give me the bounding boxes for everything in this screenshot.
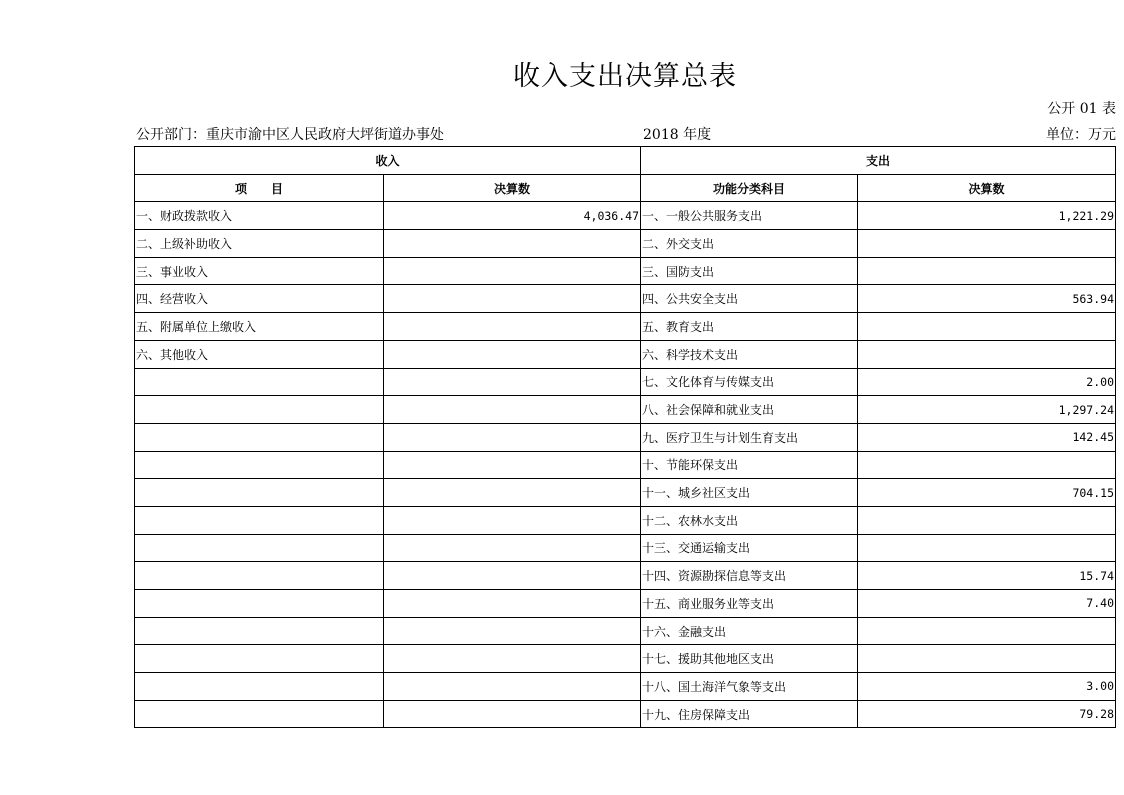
- income-amount-cell: [384, 562, 641, 590]
- table-row: [135, 534, 1116, 562]
- income-item-cell: 六、其他收入: [135, 340, 384, 368]
- expenditure-item-header: 功能分类科目: [641, 174, 858, 202]
- expenditure-item-cell: 十、节能环保支出: [641, 451, 858, 479]
- expenditure-amount-cell: [858, 230, 1116, 258]
- expenditure-amount-cell: 15.74: [858, 562, 1116, 590]
- page-title: 收入支出决算总表: [513, 61, 737, 92]
- income-item-cell: [135, 396, 384, 424]
- expenditure-amount-cell: 1,221.29: [858, 202, 1116, 230]
- income-amount-cell: [384, 230, 641, 258]
- income-amount-cell: [384, 700, 641, 728]
- expenditure-item-cell: 七、文化体育与传媒支出: [641, 368, 858, 396]
- income-item-cell: [135, 423, 384, 451]
- income-item-cell: [135, 479, 384, 507]
- expenditure-amount-cell: [858, 451, 1116, 479]
- income-item-cell: [135, 534, 384, 562]
- expenditure-item-cell: 十九、住房保障支出: [641, 700, 858, 728]
- table-row: [135, 368, 1116, 396]
- income-amount-cell: [384, 313, 641, 341]
- income-item-cell: [135, 590, 384, 618]
- expenditure-item-cell: 二、外交支出: [641, 230, 858, 258]
- expenditure-amount-cell: 2.00: [858, 368, 1116, 396]
- income-section-header: 收入: [135, 147, 641, 175]
- expenditure-item-cell: 十四、资源勘探信息等支出: [641, 562, 858, 590]
- department-label: 公开部门：重庆市渝中区人民政府大坪街道办事处: [136, 127, 444, 143]
- income-item-cell: [135, 617, 384, 645]
- income-item-cell: [135, 506, 384, 534]
- income-item-header: 项 目: [135, 174, 384, 202]
- expenditure-item-cell: 八、社会保障和就业支出: [641, 396, 858, 424]
- table-row: [135, 257, 1116, 285]
- table-row: [135, 451, 1116, 479]
- income-amount-header: 决算数: [384, 174, 641, 202]
- table-row: [135, 313, 1116, 341]
- income-item-cell: 一、财政拨款收入: [135, 202, 384, 230]
- table-row: [135, 617, 1116, 645]
- fiscal-year: 2018 年度: [643, 127, 712, 143]
- income-item-cell: [135, 562, 384, 590]
- unit-label: 单位：万元: [1046, 127, 1116, 143]
- section-header-row: [135, 147, 1116, 175]
- expenditure-item-cell: 五、教育支出: [641, 313, 858, 341]
- table-row: [135, 590, 1116, 618]
- table-row: [135, 202, 1116, 230]
- table-row: [135, 479, 1116, 507]
- expenditure-amount-cell: 79.28: [858, 700, 1116, 728]
- expenditure-amount-cell: 704.15: [858, 479, 1116, 507]
- expenditure-section-header: 支出: [641, 147, 1116, 175]
- expenditure-item-cell: 四、公共安全支出: [641, 285, 858, 313]
- expenditure-item-cell: 十六、金融支出: [641, 617, 858, 645]
- income-amount-cell: [384, 340, 641, 368]
- income-amount-cell: 4,036.47: [384, 202, 641, 230]
- income-item-cell: 五、附属单位上缴收入: [135, 313, 384, 341]
- income-item-cell: 二、上级补助收入: [135, 230, 384, 258]
- income-amount-cell: [384, 368, 641, 396]
- expenditure-amount-cell: 142.45: [858, 423, 1116, 451]
- income-item-cell: [135, 673, 384, 701]
- income-amount-cell: [384, 423, 641, 451]
- expenditure-item-cell: 十二、农林水支出: [641, 506, 858, 534]
- income-amount-cell: [384, 396, 641, 424]
- table-row: [135, 340, 1116, 368]
- expenditure-item-cell: 十五、商业服务业等支出: [641, 590, 858, 618]
- expenditure-item-cell: 三、国防支出: [641, 257, 858, 285]
- income-amount-cell: [384, 645, 641, 673]
- income-item-cell: [135, 368, 384, 396]
- income-amount-cell: [384, 285, 641, 313]
- income-item-cell: [135, 451, 384, 479]
- income-item-cell: [135, 645, 384, 673]
- expenditure-item-cell: 十三、交通运输支出: [641, 534, 858, 562]
- expenditure-amount-cell: [858, 340, 1116, 368]
- expenditure-amount-cell: [858, 313, 1116, 341]
- expenditure-amount-cell: [858, 617, 1116, 645]
- expenditure-item-cell: 十一、城乡社区支出: [641, 479, 858, 507]
- column-header-row: [135, 174, 1116, 202]
- table-row: [135, 645, 1116, 673]
- expenditure-amount-header: 决算数: [858, 174, 1116, 202]
- income-amount-cell: [384, 479, 641, 507]
- expenditure-item-cell: 十七、援助其他地区支出: [641, 645, 858, 673]
- expenditure-amount-cell: 563.94: [858, 285, 1116, 313]
- income-amount-cell: [384, 451, 641, 479]
- income-amount-cell: [384, 257, 641, 285]
- table-row: [135, 506, 1116, 534]
- expenditure-amount-cell: [858, 534, 1116, 562]
- income-amount-cell: [384, 617, 641, 645]
- expenditure-amount-cell: [858, 645, 1116, 673]
- expenditure-amount-cell: 7.40: [858, 590, 1116, 618]
- table-row: [135, 673, 1116, 701]
- table-row: [135, 423, 1116, 451]
- income-item-cell: 四、经营收入: [135, 285, 384, 313]
- income-amount-cell: [384, 590, 641, 618]
- table-row: [135, 562, 1116, 590]
- income-item-cell: 三、事业收入: [135, 257, 384, 285]
- income-amount-cell: [384, 506, 641, 534]
- expenditure-amount-cell: [858, 506, 1116, 534]
- income-item-cell: [135, 700, 384, 728]
- table-row: [135, 230, 1116, 258]
- income-amount-cell: [384, 534, 641, 562]
- form-number: 公开 01 表: [1047, 101, 1116, 117]
- expenditure-item-cell: 九、医疗卫生与计划生育支出: [641, 423, 858, 451]
- expenditure-amount-cell: [858, 257, 1116, 285]
- expenditure-item-cell: 一、一般公共服务支出: [641, 202, 858, 230]
- expenditure-item-cell: 六、科学技术支出: [641, 340, 858, 368]
- expenditure-amount-cell: 1,297.24: [858, 396, 1116, 424]
- table-row: [135, 396, 1116, 424]
- expenditure-item-cell: 十八、国土海洋气象等支出: [641, 673, 858, 701]
- table-row: [135, 285, 1116, 313]
- expenditure-amount-cell: 3.00: [858, 673, 1116, 701]
- budget-table: [134, 146, 1116, 728]
- income-amount-cell: [384, 673, 641, 701]
- table-row: [135, 700, 1116, 728]
